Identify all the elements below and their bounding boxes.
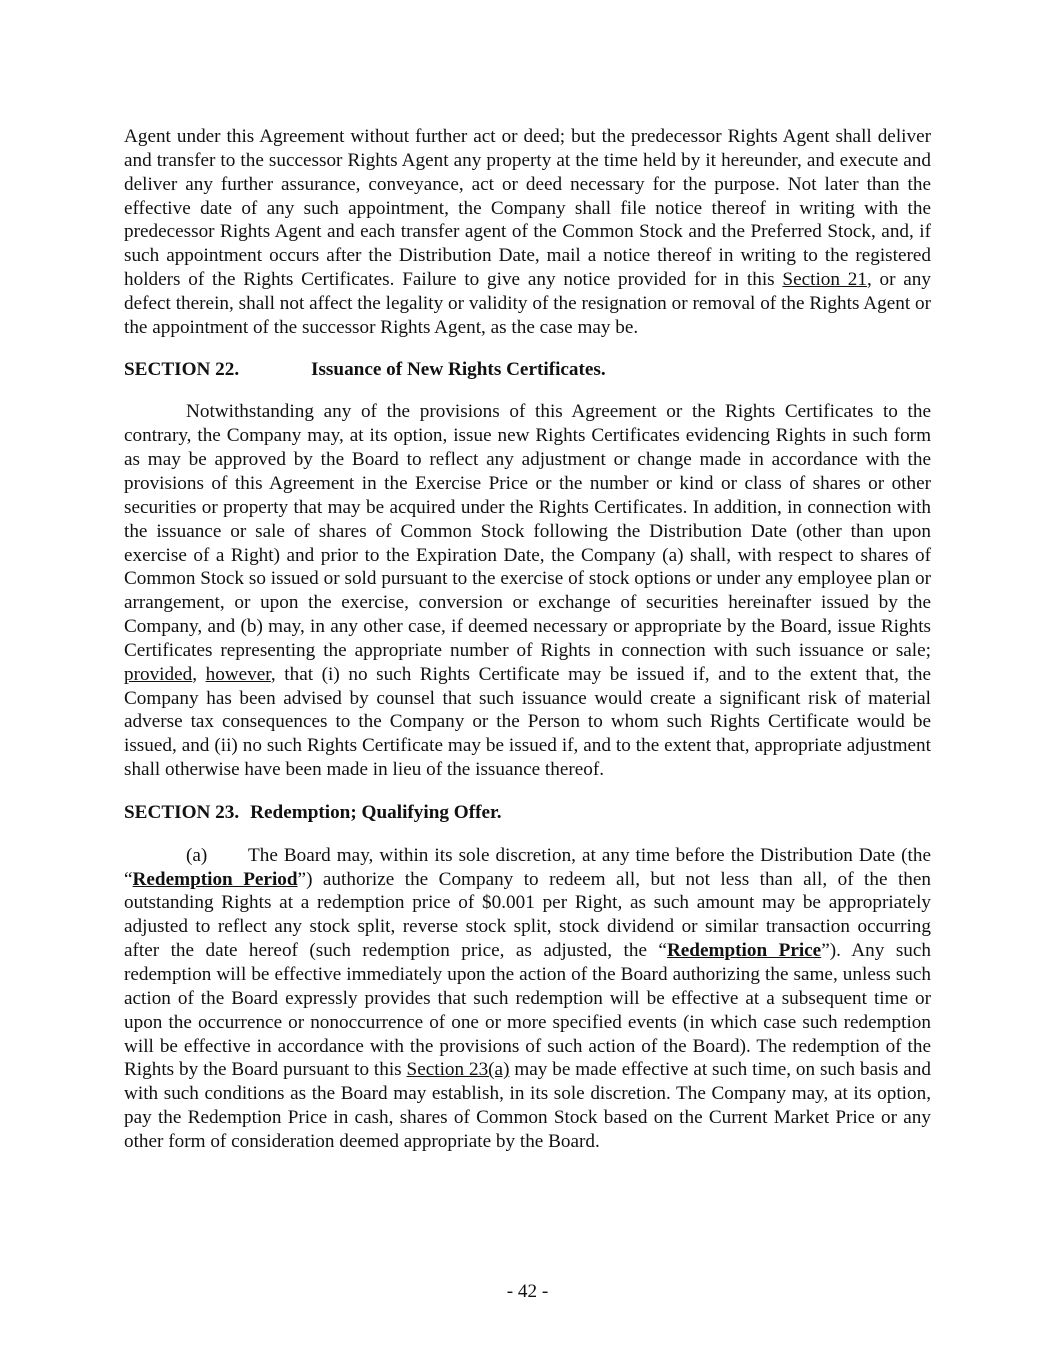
- paragraph-text: ”) authorize the Company to redeem all, but not less than all, of the then outstanding Rights at a redemption price of $0.001 per Right, as such amount may be appropriately adjusted to reflect any stock split, reverse stock split, stock dividend or similar transaction occurring after the date hereof (such redemption price, as adjusted, the “: [124, 868, 931, 962]
- paragraph-text: , or any defect therein, shall not affect the legality or validity of the resignation or removal of the Rights Agent or the appointment of the successor Rights Agent, as the case may be.: [124, 269, 931, 338]
- section-22-paragraph: [124, 400, 931, 782]
- page-number: - 42 -: [506, 1281, 549, 1302]
- document-page: [124, 125, 931, 1154]
- subsection-label: (a): [186, 844, 208, 866]
- paragraph-text: ,: [192, 663, 206, 685]
- however-term: however: [205, 663, 271, 685]
- defined-term-redemption-period: Redemption Period: [132, 868, 298, 890]
- paragraph-text: ”). Any such redemption will be effective immediately upon the action of the Board authorizing the same, unless such action of the Board expressly provides that such redemption will be effective at a subsequent time or upon the occurrence or nonoccurrence of one or more specified events (in which case such redemption will be effective in accordance with the provisions of such action of the Board). The redemption of the Rights by the Board pursuant to this: [124, 940, 931, 1081]
- paragraph-text: The Board may, within its sole discretion, at any time before the Distribution Date (the “: [124, 844, 931, 890]
- section-23a-paragraph: [124, 844, 931, 1154]
- section-22-heading: [124, 358, 931, 382]
- paragraph-text: Agent under this Agreement without further act or deed; but the predecessor Rights Agent shall deliver and transfer to the successor Rights Agent any property at the time held by it hereunder, and execute and deliver any further assurance, conveyance, act or deed necessary for the purpose. Not later than the effective date of any such appointment, the Company shall file notice thereof in writing with the predecessor Rights Agent and each transfer agent of the Common Stock and the Preferred Stock, and, if such appointment occurs after the Distribution Date, mail a notice thereof in writing to the registered holders of the Rights Certificates. Failure to give any notice provided for in this: [124, 126, 931, 291]
- paragraph-continuation: [124, 125, 931, 340]
- section-23-title: Redemption; Qualifying Offer.: [250, 801, 502, 823]
- paragraph-text: Notwithstanding any of the provisions of this Agreement or the Rights Certificates to the contrary, the Company may, at its option, issue new Rights Certificates evidencing Rights in such form as may be approved by the Board to reflect any adjustment or change made in accordance with the provisions of this Agreement in the Exercise Price or the number or kind or class of shares or other securities or property that may be acquired under the Rights Certificates. In addition, in connection with the issuance or sale of shares of Common Stock following the Distribution Date (other than upon exercise of a Right) and prior to the Expiration Date, the Company (a) shall, with respect to shares of Common Stock so issued or sold pursuant to the exercise of stock options or under any employee plan or arrangement, or upon the exercise, conversion or exchange of securities hereinafter issued by the Company, and (b) may, in any other case, if deemed necessary or appropriate by the Board, issue Rights Certificates representing the appropriate number of Rights in connection with such issuance or sale;: [124, 401, 931, 661]
- section-23a-reference: Section 23(a): [406, 1059, 510, 1081]
- section-22-title: Issuance of New Rights Certificates.: [311, 358, 606, 380]
- section-21-reference: Section 21: [782, 269, 867, 291]
- section-23-number: SECTION 23.: [124, 801, 240, 823]
- provided-term: provided: [124, 663, 193, 685]
- section-23-heading: [124, 801, 931, 825]
- paragraph-text: , that (i) no such Rights Certificate may be issued if, and to the extent that, the Company has been advised by counsel that such issuance would create a significant risk of material adverse tax consequences to the Company or the Person to whom such Rights Certificate would be issued, and (ii) no such Rights Certificate may be issued if, and to the extent that, appropriate adjustment shall otherwise have been made in lieu of the issuance thereof.: [124, 663, 931, 781]
- defined-term-redemption-price: Redemption Price: [666, 940, 822, 962]
- section-22-number: SECTION 22.: [124, 358, 240, 380]
- paragraph-text: may be made effective at such time, on such basis and with such conditions as the Board may establish, in its sole discretion. The Company may, at its option, pay the Redemption Price in cash, shares of Common Stock based on the Current Market Price or any other form of consideration deemed appropriate by the Board.: [124, 1059, 931, 1152]
